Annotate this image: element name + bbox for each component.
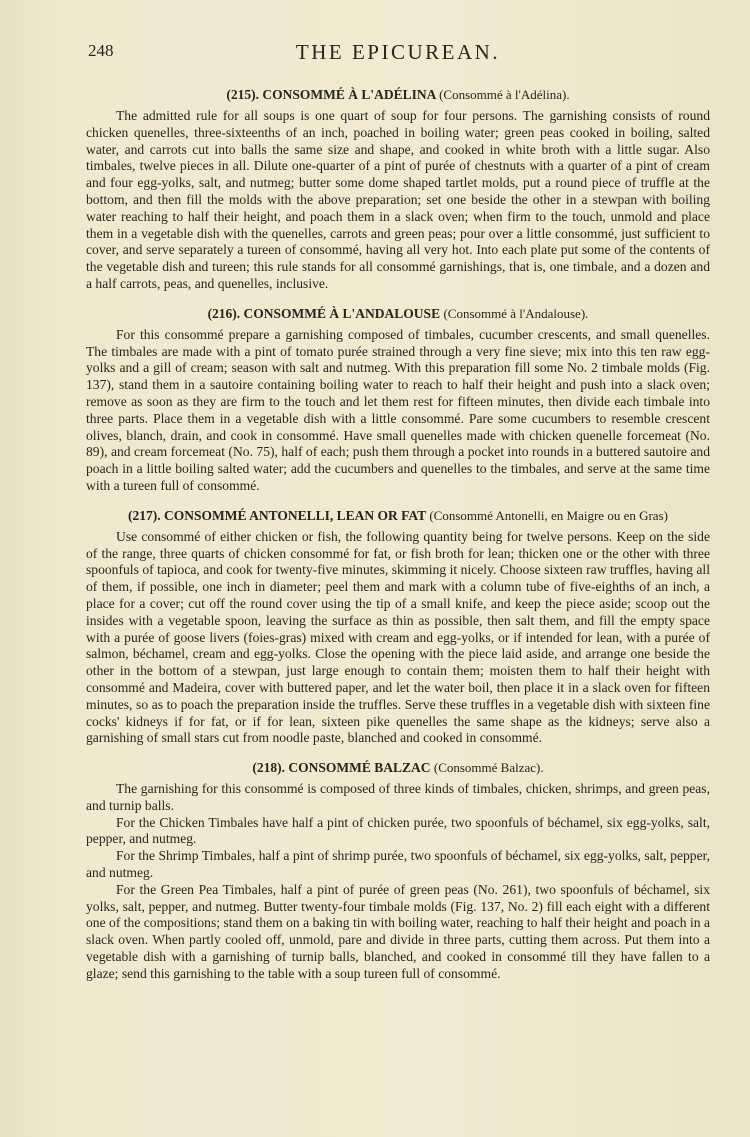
running-title: THE EPICUREAN.: [295, 40, 501, 64]
running-head: [86, 40, 710, 74]
recipe-216: [86, 305, 710, 495]
recipe-subtitle: (Consommé à l'Andalouse).: [443, 305, 589, 321]
recipe-215: [86, 86, 710, 293]
recipe-title-text: (215). CONSOMMÉ À L'ADÉLINA: [226, 87, 436, 102]
page-number: 248: [88, 41, 114, 60]
recipe-subtitle: (Consommé Antonelli, en Maigre ou en Gras): [429, 507, 668, 523]
recipe-paragraph: The garnishing for this consommé is composed of three kinds of timbales, chicken, shrimps, and green peas, and turnip balls.: [86, 781, 710, 813]
recipe-paragraph: For this consommé prepare a garnishing composed of timbales, cucumber crescents, and small quenelles. The timbales are made with a pint of tomato purée strained through a very fine sieve; mix into this ten raw egg-yolks and a gill of cream; season with salt and nutmeg. With this preparation fill some No. 2 timbale molds (Fig. 137), stand them in a sautoire containing boiling water to reach to half their height and push into a slack oven; remove as soon as they are firm to the touch and let them rest for fifteen minutes, then divide each timbale into three parts. Place them in a vegetable dish with a little consommé. Pare some cucumbers to resemble crescent olives, blanch, drain, and cook in consommé. Have small quenelles made with chicken quenelle forcemeat (No. 89), and cream forcemeat (No. 75), half of each; push them through a pocket into rounds in a buttered sautoire and poach in a little boiling salted water; add the cucumbers and quenelles to the timbales, and serve at the same time with a tureen full of consommé.: [86, 326, 710, 493]
recipe-paragraph: For the Green Pea Timbales, half a pint of purée of green peas (No. 261), two spoonfuls of béchamel, six yolks, salt, pepper, and nutmeg. Butter twenty-four timbale molds (Fig. 137, No. 2) fill each eight with a different one of the compositions; stand them on a baking tin with boiling water, reaching to half their height and poach in a slack oven. When partly cooled off, unmold, pare and divide in three parts, cutting them across. Put them into a vegetable dish with a garnishing of turnip balls, blanched, and cooked in consommé till they have fallen to a glaze; send this garnishing to the table with a soup tureen full of consommé.: [86, 881, 710, 981]
recipe-paragraph: Use consommé of either chicken or fish, the following quantity being for twelve persons. Keep on the side of the range, three quarts of chicken consommé for fat, or fish broth for lean; thicken one or the other with three spoonfuls of tapioca, and cook for twenty-five minutes, skimming it nicely. Choose sixteen raw truffles, having all of them, if possible, one inch in diameter; peel them and mark with a column tube of five-eighths of an inch, a place for a cover; cut off the round cover using the tip of a small knife, and keep the piece aside; scoop out the insides with a vegetable spoon, leaving the surface as thin as possible, then salt them, and fill the empty space with a purée of goose livers (foies-gras) mixed with cream and egg-yolks, or if intended for lean, with a purée of salmon, béchamel, cream and egg-yolks. Close the opening with the piece laid aside, and arrange one beside the other in the bottom of a stewpan, just large enough to contain them; moisten them to half their height with consommé and Madeira, cover with buttered paper, and let the water boil, then place it in a slack oven for fifteen minutes, so as to poach the preparation inside the truffles. Serve these truffles in a vegetable dish with sixteen fine cocks' kidneys if for fat, or if for lean, sixteen pike quenelles the same shape as the kidneys; serve also a garnishing of small stars cut from noodle paste, blanched and cooked in consommé.: [86, 528, 710, 746]
recipe-title: [86, 507, 710, 525]
recipe-title: [86, 86, 710, 104]
recipe-subtitle: (Consommé Balzac).: [433, 760, 544, 776]
recipe-217: [86, 507, 710, 747]
recipe-title-text: (218). CONSOMMÉ BALZAC: [252, 760, 431, 776]
recipe-title: [86, 759, 710, 777]
recipe-paragraph: The admitted rule for all soups is one quart of soup for four persons. The garnishing consists of round chicken quenelles, three-sixteenths of an inch, poached in boiling water; green peas cooked in boiling, salted water, and carrots cut into balls the same size and shape, and cooked in white broth with a little sugar. Also timbales, twelve pieces in all. Dilute one-quarter of a pint of purée of chestnuts with a quarter of a pint of cream and four egg-yolks, salt, and nutmeg; butter some dome shaped tartlet molds, put a round piece of truffle at the bottom, and then fill the molds with the above preparation; set one beside the other in a stewpan with boiling water reaching to half their height, and poach them in a slack oven; when firm to the touch, unmold and place them in a vegetable dish with the quenelles, carrots and green peas; pour over a little consommé, just sufficient to cover, and serve separately a tureen of consommé, having all very hot. Into each plate put some of the contents of the vegetable dish and tureen; this rule stands for all consommé garnishings, that is, one timbale, and a dozen and a half carrots, peas, and quenelles, inclusive.: [86, 108, 710, 291]
recipe-subtitle: (Consommé à l'Adélina).: [439, 87, 570, 102]
recipe-title-text: (216). CONSOMMÉ À L'ANDALOUSE: [207, 305, 441, 321]
recipe-paragraph: For the Chicken Timbales have half a pint of chicken purée, two spoonfuls of béchamel, six egg-yolks, salt, pepper, and nutmeg.: [86, 814, 710, 847]
recipe-paragraph: For the Shrimp Timbales, half a pint of shrimp purée, two spoonfuls of béchamel, six egg-yolks, salt, pepper, and nutmeg.: [86, 848, 710, 881]
recipe-title: [86, 305, 710, 323]
recipe-218: [86, 759, 710, 983]
recipe-title-text: (217). CONSOMMÉ ANTONELLI, LEAN OR FAT: [128, 507, 426, 523]
